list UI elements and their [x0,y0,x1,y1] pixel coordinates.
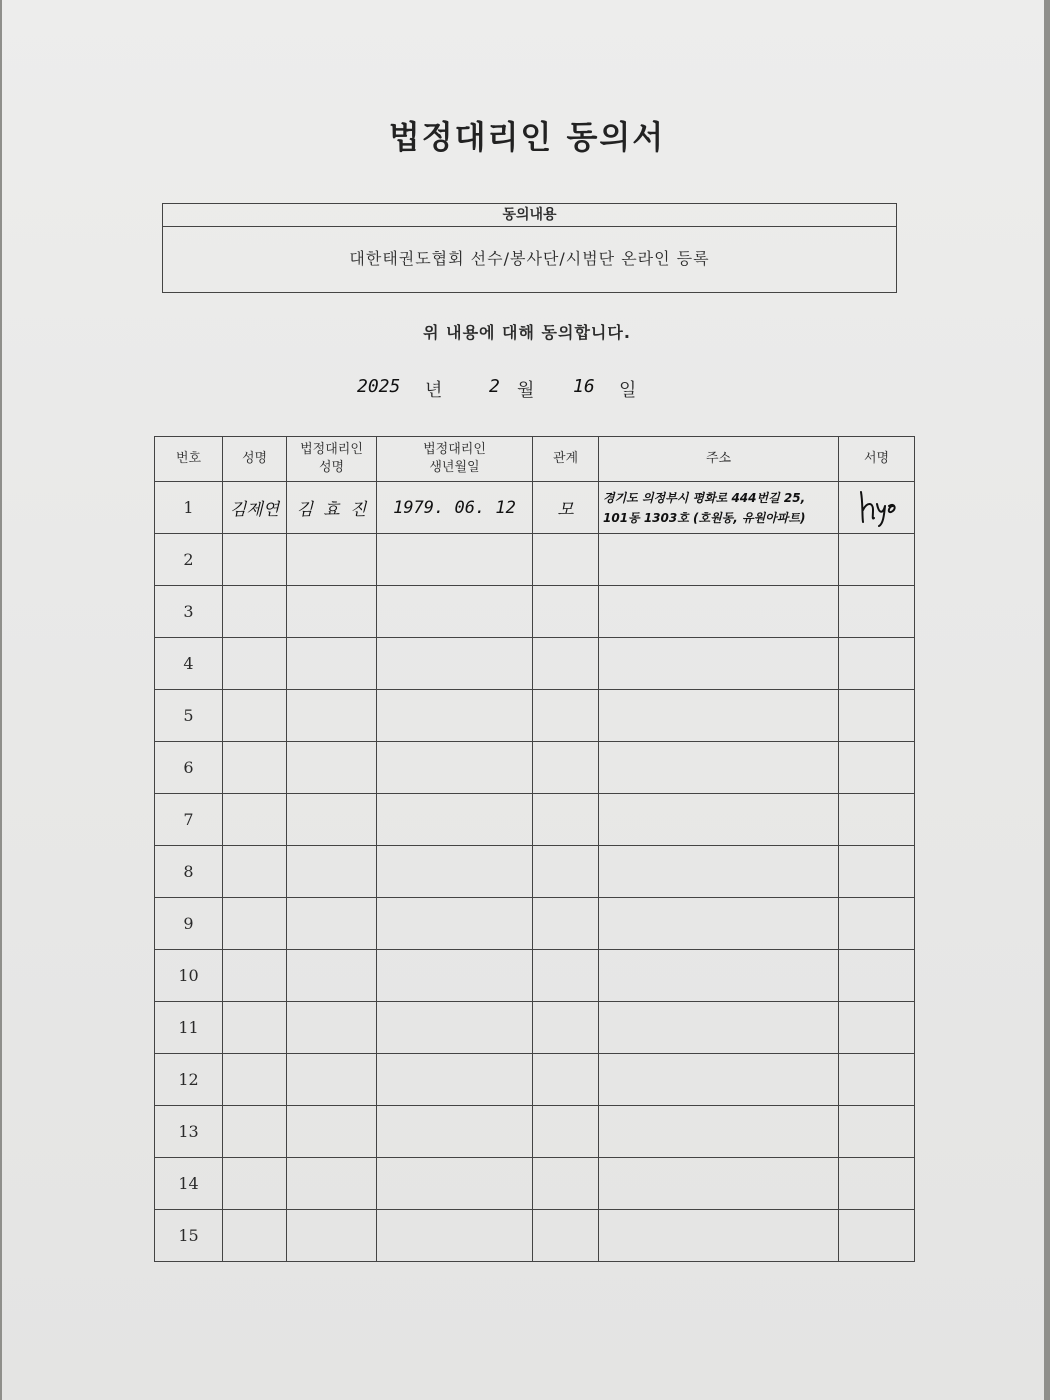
empty-cell [599,1054,839,1106]
agreement-statement: 위 내용에 대해 동의합니다. [423,323,631,342]
guardian-table [154,436,914,1264]
empty-cell [287,1002,377,1054]
empty-cell [287,898,377,950]
empty-cell [839,638,915,690]
empty-cell [533,586,599,638]
empty-cell [223,690,287,742]
row-number: 1 [155,482,223,534]
empty-cell [223,1054,287,1106]
table-row [155,690,915,742]
table-row [155,1002,915,1054]
empty-cell [839,690,915,742]
header-guardian-name: 법정대리인 성명 [287,437,377,482]
row-number: 3 [155,586,223,638]
empty-cell [287,1210,377,1262]
empty-cell [223,742,287,794]
empty-cell [839,846,915,898]
empty-cell [377,950,533,1002]
header-guardian-birth: 법정대리인 생년월일 [377,437,533,482]
empty-cell [533,794,599,846]
document-page [2,0,1044,1400]
row-number: 14 [155,1158,223,1210]
address-line-1: 경기도 의정부시 평화로 444번길 25, [603,490,806,505]
empty-cell [377,794,533,846]
empty-cell [533,1106,599,1158]
empty-cell [839,1210,915,1262]
empty-cell [223,638,287,690]
table-row [155,794,915,846]
empty-cell [599,794,839,846]
empty-cell [223,1210,287,1262]
empty-cell [839,1158,915,1210]
empty-cell [599,742,839,794]
empty-cell [377,638,533,690]
empty-cell [599,846,839,898]
table-row [155,638,915,690]
table-row [155,1210,915,1262]
empty-cell [223,846,287,898]
row-number: 8 [155,846,223,898]
empty-cell [599,638,839,690]
empty-cell [377,1106,533,1158]
row-number: 5 [155,690,223,742]
date-year-label: 년 [425,380,443,401]
empty-cell [287,638,377,690]
empty-cell [839,1002,915,1054]
empty-cell [839,1054,915,1106]
empty-cell [223,1106,287,1158]
empty-cell [377,1054,533,1106]
empty-cell [287,1106,377,1158]
empty-cell [223,1002,287,1054]
header-no: 번호 [155,437,223,482]
empty-cell [533,690,599,742]
empty-cell [533,898,599,950]
row-number: 13 [155,1106,223,1158]
empty-cell [599,1158,839,1210]
empty-cell [377,898,533,950]
date-month-label: 월 [517,380,535,401]
table-row [155,898,915,950]
row-address [599,482,839,534]
date-row [357,374,677,406]
consent-body: 대한태권도협회 선수/봉사단/시범단 온라인 등록 [349,249,710,268]
table-row [155,534,915,586]
empty-cell [287,690,377,742]
empty-cell [533,1158,599,1210]
empty-cell [223,794,287,846]
empty-cell [533,950,599,1002]
empty-cell [533,1054,599,1106]
empty-cell [599,1210,839,1262]
date-day-label: 일 [619,380,637,401]
row-number: 4 [155,638,223,690]
row-number: 6 [155,742,223,794]
row-number: 7 [155,794,223,846]
empty-cell [287,794,377,846]
empty-cell [599,690,839,742]
empty-cell [533,1002,599,1054]
empty-cell [287,1054,377,1106]
table-row [155,742,915,794]
empty-cell [287,742,377,794]
table-row [155,1106,915,1158]
address-line-2: 101동 1303호 (호원동, 유원아파트) [603,510,806,525]
row-guardian-birth: 1979. 06. 12 [377,482,533,534]
row-number: 11 [155,1002,223,1054]
signature-icon [853,484,901,528]
document-title: 법정대리인 동의서 [388,118,666,156]
empty-cell [533,742,599,794]
empty-cell [839,534,915,586]
header-signature: 서명 [839,437,915,482]
empty-cell [533,846,599,898]
empty-cell [287,950,377,1002]
row-number: 15 [155,1210,223,1262]
date-year-value: 2025 [357,376,401,397]
empty-cell [533,638,599,690]
row-number: 9 [155,898,223,950]
empty-cell [377,846,533,898]
table-row [155,482,915,534]
empty-cell [287,1158,377,1210]
empty-cell [599,586,839,638]
empty-cell [599,1002,839,1054]
empty-cell [223,586,287,638]
empty-cell [533,534,599,586]
consent-box [162,203,897,293]
header-name: 성명 [223,437,287,482]
row-signature [839,482,915,534]
row-number: 12 [155,1054,223,1106]
empty-cell [599,898,839,950]
empty-cell [223,534,287,586]
table-row [155,846,915,898]
empty-cell [839,742,915,794]
table-row [155,950,915,1002]
header-address: 주소 [599,437,839,482]
row-name: 김제연 [223,482,287,534]
empty-cell [287,586,377,638]
empty-cell [599,1106,839,1158]
empty-cell [377,1158,533,1210]
table-row [155,586,915,638]
empty-cell [839,794,915,846]
empty-cell [287,534,377,586]
date-month-value: 2 [489,376,500,397]
empty-cell [223,898,287,950]
empty-cell [839,950,915,1002]
consent-header: 동의내용 [163,204,896,227]
empty-cell [533,1210,599,1262]
empty-cell [377,690,533,742]
header-relation: 관계 [533,437,599,482]
empty-cell [377,534,533,586]
empty-cell [377,1002,533,1054]
empty-cell [599,950,839,1002]
empty-cell [377,1210,533,1262]
empty-cell [223,1158,287,1210]
empty-cell [599,534,839,586]
empty-cell [223,950,287,1002]
row-guardian-name: 김 효 진 [287,482,377,534]
empty-cell [377,586,533,638]
empty-cell [377,742,533,794]
table-row [155,1158,915,1210]
empty-cell [839,586,915,638]
empty-cell [839,1106,915,1158]
empty-cell [287,846,377,898]
row-number: 2 [155,534,223,586]
row-number: 10 [155,950,223,1002]
row-relation: 모 [533,482,599,534]
empty-cell [839,898,915,950]
date-day-value: 16 [573,376,595,397]
table-header-row [155,437,915,482]
table-row [155,1054,915,1106]
